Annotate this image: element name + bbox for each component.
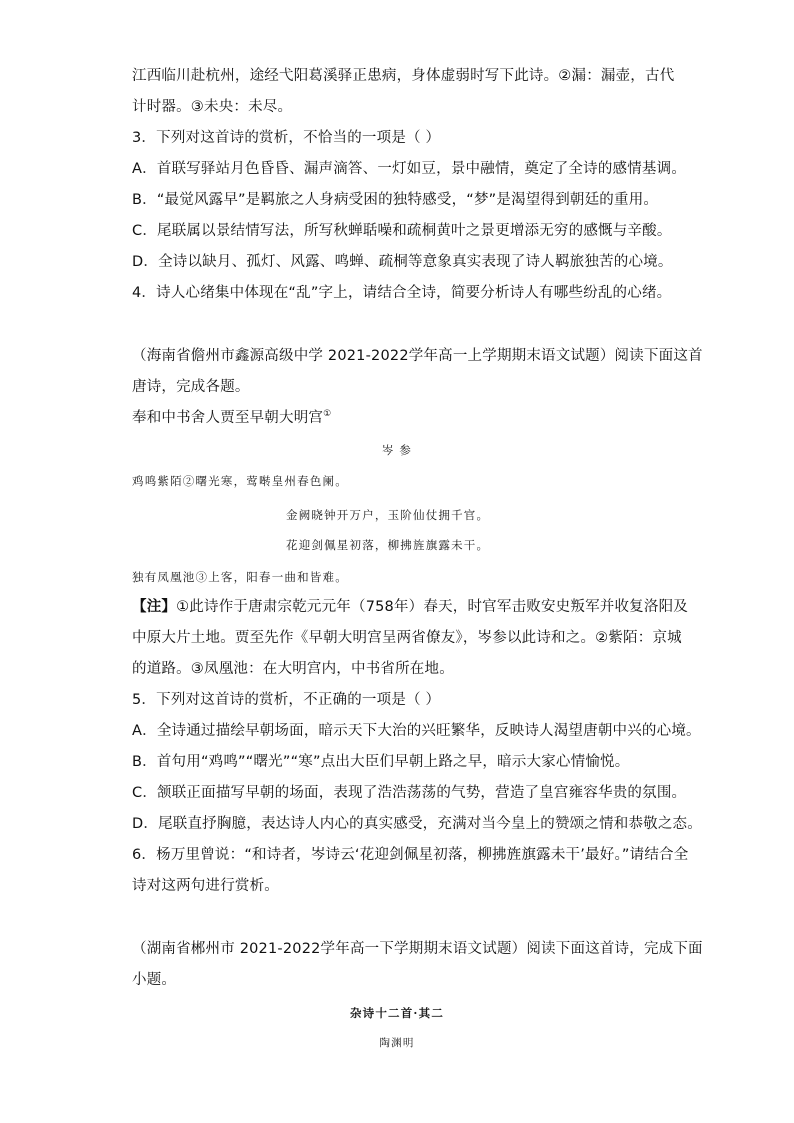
poem-line: 花迎剑佩星初落，柳拂旌旗露未干。 bbox=[286, 538, 490, 552]
section-intro: 小题。 bbox=[132, 972, 177, 988]
question-5-option-d: D．尾联直抒胸臆，表达诗人内心的真实感受，充满对当今皇上的赞颂之情和恭敬之态。 bbox=[132, 816, 702, 832]
question-5-option-a: A．全诗通过描绘早朝场面，暗示天下大治的兴旺繁华，反映诗人渴望唐朝中兴的心境。 bbox=[132, 723, 701, 739]
poem-line: 鸡鸣紫陌②曙光寒，莺啭皇州春色阑。 bbox=[132, 474, 348, 488]
poem-line: 独有凤凰池③上客，阳春一曲和皆难。 bbox=[132, 570, 348, 584]
annotation-text: ①此诗作于唐肃宗乾元元年（758年）春天，时官军击败安史叛军并收复洛阳及 bbox=[176, 599, 688, 615]
section-intro: （海南省儋州市鑫源高级中学 2021-2022学年高一上学期期末语文试题）阅读下面这首 bbox=[132, 348, 703, 364]
poem-title: 杂诗十二首·其二 bbox=[349, 1006, 445, 1020]
question-6: 6．杨万里曾说：“和诗者，岑诗云‘花迎剑佩星初落，柳拂旌旗露未干’最好。”请结合全 bbox=[132, 847, 689, 863]
section-intro: （湖南省郴州市 2021-2022学年高一下学期期末语文试题）阅读下面这首诗，完成下面 bbox=[132, 941, 703, 957]
poem-note-line: 江西临川赴杭州，途经弋阳葛溪驿正患病，身体虚弱时写下此诗。②漏：漏壶，古代 bbox=[132, 68, 675, 84]
poem-author: 岑 参 bbox=[381, 443, 413, 457]
poem-line: 金阙晓钟开万户，玉阶仙仗拥千官。 bbox=[286, 508, 490, 522]
annotation-line: 中原大片土地。贾至先作《早朝大明宫呈两省僚友》，岑参以此诗和之。②紫陌：京城 bbox=[132, 630, 682, 646]
section-intro: 唐诗，完成各题。 bbox=[132, 379, 250, 395]
poem-title-text: 奉和中书舍人贾至早朝大明宫 bbox=[132, 410, 324, 426]
poem-note-line: 计时器。③未央：未尽。 bbox=[132, 99, 293, 115]
question-3-option-b: B．“最觉风露早”是羁旅之人身病受困的独特感受，“梦”是渴望得到朝廷的重用。 bbox=[132, 192, 659, 208]
annotation-tag: 【注】 bbox=[132, 599, 177, 615]
annotation bbox=[132, 597, 688, 617]
poem-title bbox=[132, 408, 331, 428]
poem-author: 陶渊明 bbox=[379, 1037, 415, 1049]
question-5: 5．下列对这首诗的赏析，不正确的一项是（ ） bbox=[132, 692, 441, 708]
question-3-option-d: D．全诗以缺月、孤灯、风露、鸣蝉、疏桐等意象真实表现了诗人羁旅独苦的心境。 bbox=[132, 254, 673, 270]
footnote-mark: ① bbox=[323, 409, 332, 420]
question-3-option-c: C．尾联属以景结情写法，所写秋蝉聒噪和疏桐黄叶之景更增添无穷的感慨与辛酸。 bbox=[132, 223, 672, 239]
question-5-option-c: C．颔联正面描写早朝的场面，表现了浩浩荡荡的气势，营造了皇宫雍容华贵的氛围。 bbox=[132, 785, 687, 801]
question-4: 4．诗人心绪集中体现在“乱”字上，请结合全诗，简要分析诗人有哪些纷乱的心绪。 bbox=[132, 285, 672, 301]
question-6-continued: 诗对这两句进行赏析。 bbox=[132, 878, 279, 894]
annotation-line: 的道路。③凤凰池：在大明宫内，中书省所在地。 bbox=[132, 661, 454, 677]
question-5-option-b: B．首句用“鸡鸣”“曙光”“寒”点出大臣们早朝上路之早，暗示大家心情愉悦。 bbox=[132, 754, 630, 770]
question-3-option-a: A．首联写驿站月色昏昏、漏声滴答、一灯如豆，景中融情，奠定了全诗的感情基调。 bbox=[132, 161, 687, 177]
question-3: 3．下列对这首诗的赏析，不恰当的一项是（ ） bbox=[132, 130, 441, 146]
